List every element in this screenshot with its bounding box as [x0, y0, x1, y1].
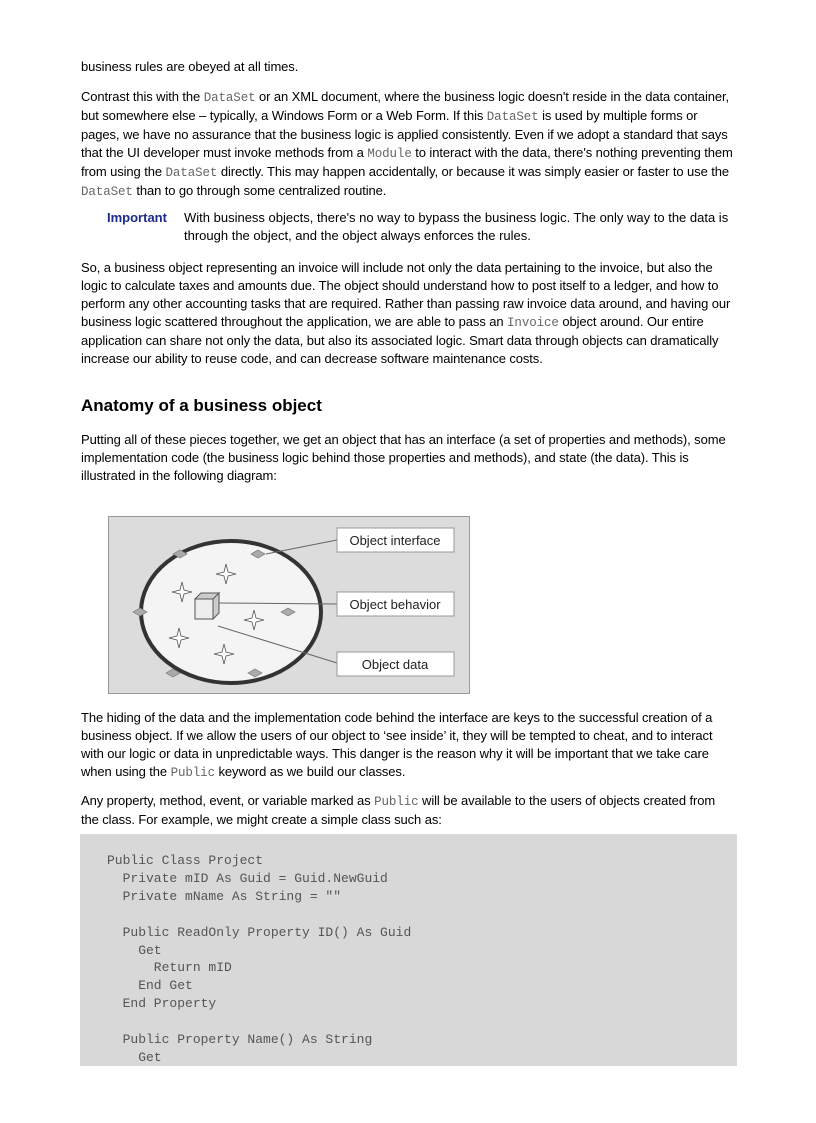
text-run: will be available to the users of objects created from the class. For example, we might create a simple class such as:	[81, 793, 716, 827]
important-note	[107, 209, 737, 245]
diagram-labels	[337, 528, 454, 676]
text-run: Contrast this with the	[81, 89, 204, 104]
text-run: Putting all of these pieces together, we get an object that has an interface (a set of properties and methods), some implementation code (the business logic behind those properties and methods), and state (the data). This is illustrated in the following diagram:	[81, 432, 726, 483]
important-label: Important	[107, 210, 167, 225]
inline-code: Invoice	[507, 316, 559, 330]
paragraph	[81, 709, 733, 782]
business-object-diagram	[108, 516, 470, 694]
text-run: to interact with the data, there's nothing preventing them from using the	[81, 145, 733, 179]
text-run: So, a business object representing an invoice will include not only the data pertaining to the invoice, but also the logic to calculate taxes and amounts due. The object should understand how to post itself to a ledger, and how to perform any other accounting tasks that are required. Rather than passing raw invoice data around, and having our business logic scattered throughout the application, we are able to pass an	[81, 260, 731, 329]
inline-code: DataSet	[165, 166, 218, 180]
text-run: keyword as we build our classes.	[215, 764, 406, 779]
label-object-data: Object data	[361, 657, 429, 672]
paragraph	[81, 58, 733, 76]
section-heading: Anatomy of a business object	[81, 396, 322, 415]
code-listing: Public Class Project Private mID As Guid = Guid.NewGuid Private mName As String = "" Public ReadOnly Property ID() As Guid Get Return mID End Get End Property Public Property Name() As String Get	[107, 853, 412, 1065]
inline-code: Public	[170, 766, 215, 780]
inline-code: DataSet	[486, 110, 539, 124]
text-run: than to go through some centralized routine.	[132, 183, 387, 198]
important-text: With business objects, there's no way to bypass the business logic. The only way to the data is through the object, and the object always enforces the rules.	[184, 210, 729, 243]
inline-code: DataSet	[81, 185, 133, 199]
paragraph	[81, 259, 733, 368]
text-run: The hiding of the data and the implementation code behind the interface are keys to the successful creation of a business object. If we allow the users of our object to ‘see inside’ it, they will be tempted to cheat, and to interact with our logic or data in unpredictable ways. This danger is the reason why it will be important that we take care when using the	[81, 710, 713, 779]
paragraph	[81, 792, 733, 829]
label-object-interface: Object interface	[349, 533, 441, 548]
text-run: or an XML document, where the business logic doesn't reside in the data container, but somewhere else – typically, a Windows Form or a Web Form. If this	[81, 89, 730, 123]
inline-code: Module	[367, 147, 412, 161]
code-block	[80, 834, 737, 1066]
text-run: object around. Our entire application can share not only the data, but also its associated logic. Smart data through objects can dramatically increase our ability to reuse code, and can decrease software maintenance costs.	[81, 314, 719, 366]
inline-code: DataSet	[203, 91, 256, 105]
paragraph	[81, 88, 733, 201]
text-run: is used by multiple forms or pages, we have no assurance that the business logic is applied consistently. Even if we adopt a standard that says that the UI developer must invoke methods from a	[81, 108, 728, 160]
text-run: business rules are obeyed at all times.	[81, 59, 299, 74]
paragraph	[81, 431, 733, 485]
text-run: directly. This may happen accidentally, or because it was simply easier or faster to use the	[217, 164, 729, 179]
text-run: Any property, method, event, or variable marked as	[81, 793, 375, 808]
cube-icon	[195, 593, 219, 619]
inline-code: Public	[374, 795, 419, 809]
label-object-behavior: Object behavior	[349, 597, 441, 612]
